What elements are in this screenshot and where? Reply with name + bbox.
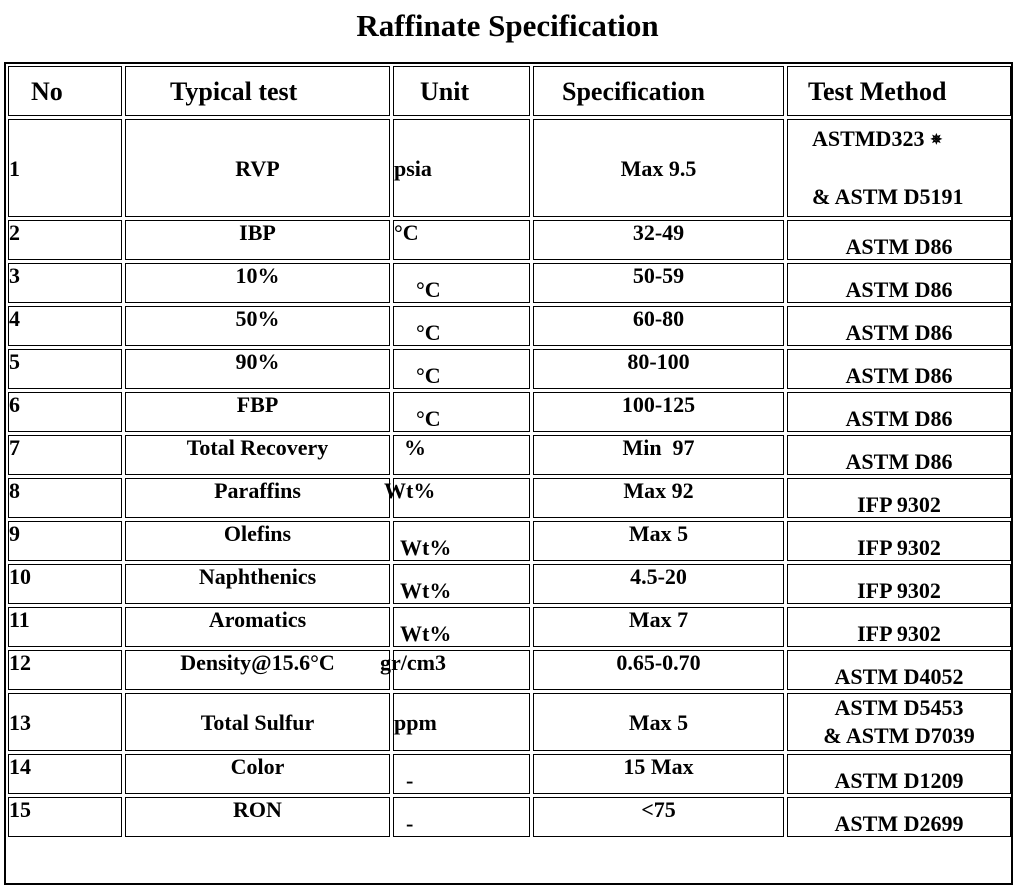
- cell-method: ASTM D2699: [787, 797, 1011, 837]
- cell-spec: 100-125: [533, 392, 784, 432]
- specification-table: [5, 63, 1014, 840]
- cell-no: 12: [8, 650, 122, 690]
- cell-no: 7: [8, 435, 122, 475]
- table-row: [8, 650, 1011, 690]
- cell-unit: °C: [393, 263, 530, 303]
- cell-no: 13: [8, 693, 122, 751]
- cell-spec: 50-59: [533, 263, 784, 303]
- table-row: [8, 564, 1011, 604]
- cell-no: 3: [8, 263, 122, 303]
- cell-unit: °C: [393, 220, 530, 260]
- cell-test: Total Recovery: [125, 435, 390, 475]
- cell-method: [787, 119, 1011, 217]
- cell-method: ASTM D86: [787, 435, 1011, 475]
- cell-spec: Max 5: [533, 521, 784, 561]
- method-line: & ASTM D5191: [812, 184, 964, 209]
- table-row: [8, 521, 1011, 561]
- cell-unit: psia: [393, 119, 530, 217]
- cell-method: IFP 9302: [787, 607, 1011, 647]
- cell-unit: °C: [393, 392, 530, 432]
- cell-no: 8: [8, 478, 122, 518]
- cell-no: 2: [8, 220, 122, 260]
- cell-spec: Max 5: [533, 693, 784, 751]
- cell-unit: ppm: [393, 693, 530, 751]
- cell-no: 6: [8, 392, 122, 432]
- table-row: [8, 478, 1011, 518]
- cell-spec: Max 92: [533, 478, 784, 518]
- table-row: [8, 607, 1011, 647]
- cell-method: ASTM D1209: [787, 754, 1011, 794]
- cell-spec: Min 97: [533, 435, 784, 475]
- method-line: & ASTM D7039: [823, 723, 975, 748]
- column-header-unit: Unit: [393, 66, 530, 116]
- cell-unit: Wt%: [393, 564, 530, 604]
- cell-no: 4: [8, 306, 122, 346]
- table-row: [8, 349, 1011, 389]
- cell-spec: 32-49: [533, 220, 784, 260]
- cell-method: ASTM D86: [787, 220, 1011, 260]
- cell-no: 1: [8, 119, 122, 217]
- table-row: [8, 263, 1011, 303]
- cell-test: Color: [125, 754, 390, 794]
- cell-method: ASTM D86: [787, 306, 1011, 346]
- cell-unit: Wt%: [393, 607, 530, 647]
- table-row: [8, 754, 1011, 794]
- cell-unit: Wt%: [393, 521, 530, 561]
- document-title: Raffinate Specification: [356, 8, 659, 43]
- cell-unit: -: [393, 797, 530, 837]
- cell-unit: Wt%: [393, 478, 530, 518]
- cell-unit: %: [393, 435, 530, 475]
- cell-test: Total Sulfur: [125, 693, 390, 751]
- cell-no: 5: [8, 349, 122, 389]
- cell-spec: <75: [533, 797, 784, 837]
- cell-spec: 80-100: [533, 349, 784, 389]
- cell-method: ASTM D86: [787, 392, 1011, 432]
- cell-method: ASTM D86: [787, 263, 1011, 303]
- cell-spec: 15 Max: [533, 754, 784, 794]
- table-row: [8, 435, 1011, 475]
- cell-test: RON: [125, 797, 390, 837]
- cell-test: 90%: [125, 349, 390, 389]
- cell-test: Aromatics: [125, 607, 390, 647]
- cell-method: ASTM D4052: [787, 650, 1011, 690]
- table-row: [8, 797, 1011, 837]
- cell-unit: -: [393, 754, 530, 794]
- cell-no: 14: [8, 754, 122, 794]
- table-row: [8, 392, 1011, 432]
- table-row: [8, 693, 1011, 751]
- cell-test: RVP: [125, 119, 390, 217]
- cell-unit: gr/cm3: [393, 650, 530, 690]
- cell-no: 9: [8, 521, 122, 561]
- cell-test: 10%: [125, 263, 390, 303]
- cell-test: 50%: [125, 306, 390, 346]
- cell-no: 11: [8, 607, 122, 647]
- cell-spec: 60-80: [533, 306, 784, 346]
- cell-method: IFP 9302: [787, 521, 1011, 561]
- cell-no: 15: [8, 797, 122, 837]
- cell-method: IFP 9302: [787, 564, 1011, 604]
- cell-spec: 4.5-20: [533, 564, 784, 604]
- table-row: [8, 306, 1011, 346]
- cell-unit: °C: [393, 306, 530, 346]
- cell-method: [787, 693, 1011, 751]
- column-header-typical-test: Typical test: [125, 66, 390, 116]
- cell-method: IFP 9302: [787, 478, 1011, 518]
- cell-test: FBP: [125, 392, 390, 432]
- cell-test: IBP: [125, 220, 390, 260]
- asterisk-mark: ✵: [930, 133, 943, 148]
- table-row: [8, 220, 1011, 260]
- column-header-test-method: Test Method: [787, 66, 1011, 116]
- table-row: [8, 119, 1011, 217]
- header-row: [8, 66, 1011, 116]
- column-header-specification: Specification: [533, 66, 784, 116]
- cell-test: Paraffins: [125, 478, 390, 518]
- cell-no: 10: [8, 564, 122, 604]
- cell-spec: 0.65-0.70: [533, 650, 784, 690]
- cell-test: Naphthenics: [125, 564, 390, 604]
- method-line: ASTM D5453: [834, 695, 964, 720]
- cell-test: Density@15.6°C: [125, 650, 390, 690]
- column-header-no: No: [8, 66, 122, 116]
- cell-spec: Max 9.5: [533, 119, 784, 217]
- cell-unit: °C: [393, 349, 530, 389]
- cell-test: Olefins: [125, 521, 390, 561]
- cell-spec: Max 7: [533, 607, 784, 647]
- cell-method: ASTM D86: [787, 349, 1011, 389]
- method-line: ASTMD323: [812, 126, 925, 151]
